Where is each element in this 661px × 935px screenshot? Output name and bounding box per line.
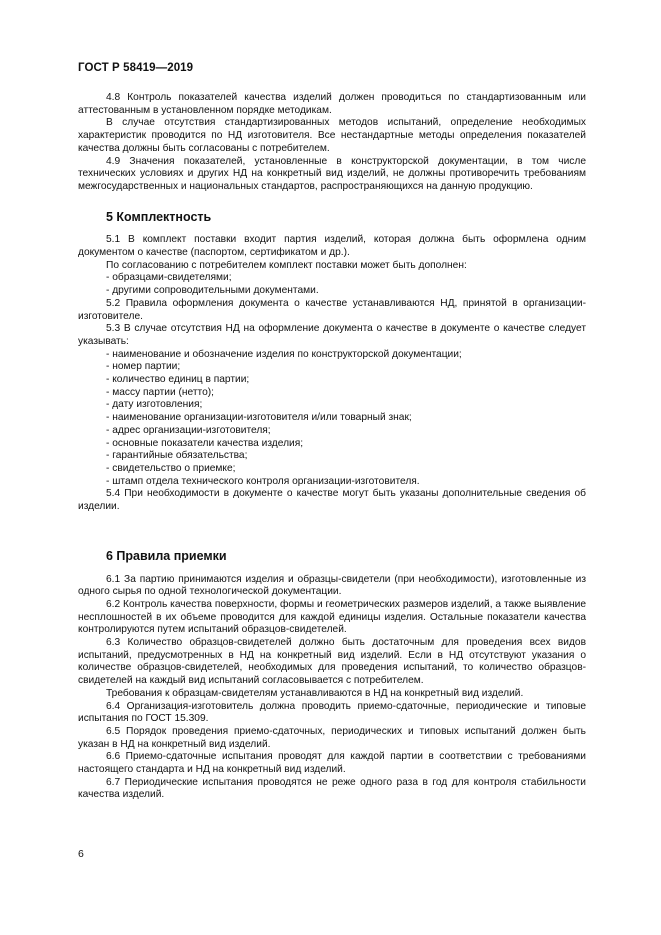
paragraph-6-5: 6.5 Порядок проведения приемо-сдаточных, периодических и типовых испытаний должен быть указан в НД на конкретный вид изделий. [78,725,586,750]
list-item: - гарантийные обязательства; [78,450,586,463]
paragraph-5-3: 5.3 В случае отсутствия НД на оформление документа о качестве в документе о качестве следует указывать: [78,323,586,347]
paragraph-4-8: 4.8 Контроль показателей качества изделий должен проводиться по стандартизованным или аттестованным в установленном порядке методикам. [78,92,586,116]
bullet-list [78,272,586,297]
section-heading-6: 6 Правила приемки [106,548,227,563]
paragraph-6-1: 6.1 За партию принимаются изделия и образцы-свидетели (при необходимости), изготовленные из одного сырья по одной технологической документации. [78,573,586,598]
list-item: - дату изготовления; [78,399,586,412]
list-item: - количество единиц в партии; [78,374,586,387]
paragraph-6-7: 6.7 Периодические испытания проводятся не реже одного раза в год для контроля стабильности качества изделий. [78,776,586,801]
page-header-standard-number: ГОСТ Р 58419—2019 [78,62,194,74]
list-item: - другими сопроводительными документами. [78,285,586,298]
list-item: - номер партии; [78,361,586,374]
paragraph-5-2: 5.2 Правила оформления документа о качестве устанавливаются НД, принятой в организации-изготовителе. [78,297,586,322]
section-heading-5: 5 Комплектность [106,209,212,224]
paragraph-6-6: 6.6 Приемо-сдаточные испытания проводят для каждой партии в соответствии с требованиями настоящего стандарта и НД на конкретный вид изделий. [78,751,586,776]
list-item: - основные показатели качества изделия; [78,438,586,451]
list-item: - наименование организации-изготовителя и/или товарный знак; [78,412,586,425]
paragraph-4-9: 4.9 Значения показателей, установленные в конструкторской документации, в том числе технических условиях и других НД на конкретный вид изделий, не должны противоречить требованиям межгосударственных и национальных стандартов, распространяющихся на данную продукцию. [78,155,586,192]
list-item: - массу партии (нетто); [78,387,586,400]
list-item: - адрес организации-изготовителя; [78,425,586,438]
paragraph: Требования к образцам-свидетелям устанавливаются в НД на конкретный вид изделий. [106,687,524,699]
paragraph: В случае отсутствия стандартизированных методов испытаний, определение необходимых характеристик проводится по НД изготовителя. Все нестандартные методы определения показателей качества должны быть согласованы с потребителем. [78,117,586,154]
paragraph: По согласованию с потребителем комплект поставки может быть дополнен: [106,259,467,271]
list-item: - штамп отдела технического контроля организации-изготовителя. [78,476,586,489]
list-item: - образцами-свидетелями; [78,272,586,285]
paragraph-5-1: 5.1 В комплект поставки входит партия изделий, которая должна быть оформлена одним документом о качестве (паспортом, сертификатом и др.). [78,234,586,259]
list-item: - наименование и обозначение изделия по конструкторской документации; [78,349,586,362]
list-item: - свидетельство о приемке; [78,463,586,476]
paragraph-6-4: 6.4 Организация-изготовитель должна проводить приемо-сдаточные, периодические и типовые испытания по ГОСТ 15.309. [78,700,586,725]
document-body [78,92,586,802]
bullet-list [78,349,586,489]
page-number: 6 [78,848,84,860]
paragraph-5-4: 5.4 При необходимости в документе о качестве могут быть указаны дополнительные сведения об изделии. [78,488,586,513]
paragraph-6-2: 6.2 Контроль качества поверхности, формы и геометрических размеров изделий, а также выявление несплошностей в их объеме проводится для каждой единицы изделия. Остальные показатели качества контролируются путем испытаний образцов-свидетелей. [78,598,586,636]
paragraph-6-3: 6.3 Количество образцов-свидетелей должно быть достаточным для проведения всех видов испытаний, предусмотренных в НД на конкретный вид изделий. Если в НД отсутствуют указания о количестве образцов-свидетелей, необходимых для проведения испытаний, то количество образцов-свидетелей на каждый вид испытаний согласовывается с потребителем. [78,637,586,687]
